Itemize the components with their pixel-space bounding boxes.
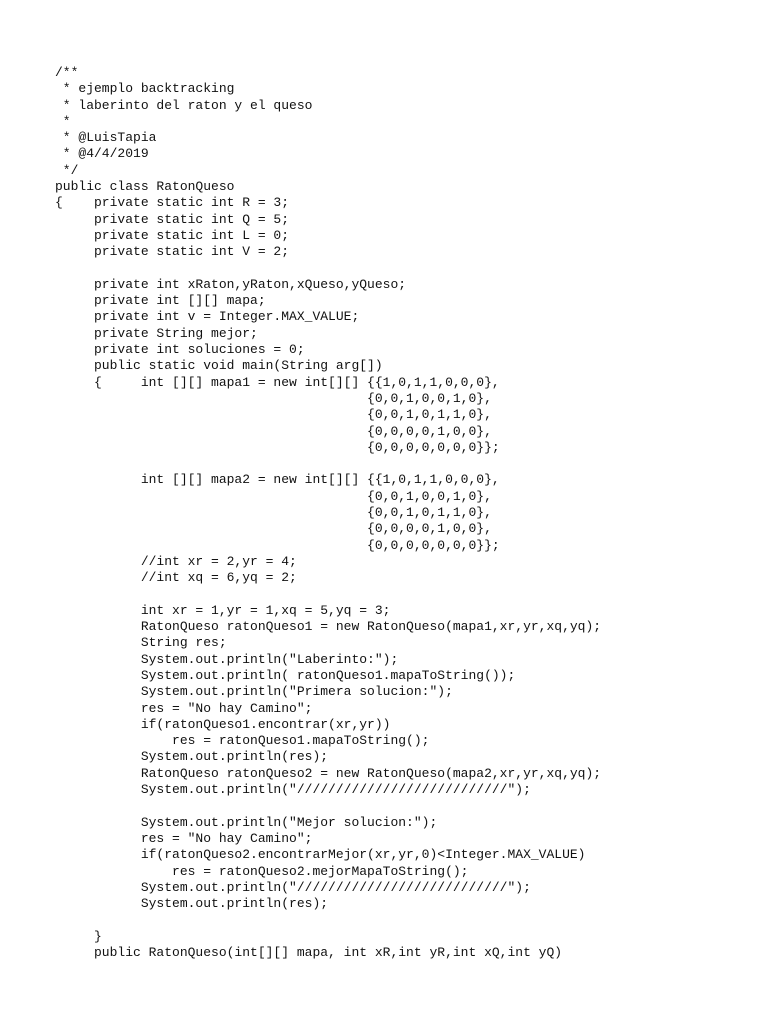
code-line: public RatonQueso(int[][] mapa, int xR,int yR,int xQ,int yQ) (55, 945, 563, 961)
code-line: System.out.println("Laberinto:"); (55, 651, 399, 667)
code-line: private int v = Integer.MAX_VALUE; (55, 309, 360, 325)
code-line: /** (55, 65, 79, 80)
code-line (55, 261, 601, 277)
code-line: String res; (55, 635, 227, 651)
code-line: System.out.println( ratonQueso1.mapaToString()); (55, 667, 516, 683)
code-line: {0,0,0,0,0,0,0}}; (55, 439, 500, 455)
code-line: * @LuisTapia (55, 130, 157, 146)
code-line (55, 912, 601, 928)
code-line: int xr = 1,yr = 1,xq = 5,yq = 3; (55, 602, 391, 618)
code-line: res = ratonQueso2.mejorMapaToString(); (55, 863, 469, 879)
code-line: * laberinto del raton y el queso (55, 97, 313, 113)
code-line: {0,0,1,0,0,1,0}, (55, 390, 492, 406)
code-line: res = "No hay Camino"; (55, 830, 313, 846)
code-line: { private static int R = 3; (55, 195, 290, 211)
code-line: {0,0,1,0,1,1,0}, (55, 505, 492, 521)
code-line: //int xq = 6,yq = 2; (55, 570, 297, 586)
code-line: System.out.println("Mejor solucion:"); (55, 814, 438, 830)
code-line: System.out.println(res); (55, 896, 329, 912)
code-line: System.out.println("///////////////////////////"); (55, 782, 531, 798)
code-line: private int soluciones = 0; (55, 342, 305, 358)
code-line: private static int L = 0; (55, 227, 290, 243)
code-line: System.out.println("///////////////////////////"); (55, 879, 531, 895)
code-line: int [][] mapa2 = new int[][] {{1,0,1,1,0,0,0}, (55, 472, 500, 488)
code-line: System.out.println(res); (55, 749, 329, 765)
code-line: public class RatonQueso (55, 179, 235, 195)
code-line: //int xr = 2,yr = 4; (55, 553, 297, 569)
code-line: private int xRaton,yRaton,xQueso,yQueso; (55, 276, 407, 292)
code-line: RatonQueso ratonQueso2 = new RatonQueso(mapa2,xr,yr,xq,yq); (55, 765, 602, 781)
code-line: {0,0,0,0,1,0,0}, (55, 521, 492, 537)
code-line: {0,0,1,0,0,1,0}, (55, 488, 492, 504)
code-line: if(ratonQueso2.encontrarMejor(xr,yr,0)<Integer.MAX_VALUE) (55, 847, 586, 863)
code-line: private int [][] mapa; (55, 293, 266, 309)
code-listing (55, 65, 601, 961)
code-line: if(ratonQueso1.encontrar(xr,yr)) (55, 716, 391, 732)
code-line: {0,0,1,0,1,1,0}, (55, 407, 492, 423)
code-line: RatonQueso ratonQueso1 = new RatonQueso(mapa1,xr,yr,xq,yq); (55, 619, 602, 635)
code-line: private String mejor; (55, 325, 258, 341)
code-line: * ejemplo backtracking (55, 81, 235, 97)
code-line: {0,0,0,0,0,0,0}}; (55, 537, 500, 553)
code-line: { int [][] mapa1 = new int[][] {{1,0,1,1,0,0,0}, (55, 374, 500, 390)
code-line: * (55, 113, 71, 129)
code-line: private static int V = 2; (55, 244, 290, 260)
code-line: System.out.println("Primera solucion:"); (55, 684, 453, 700)
code-line: } (55, 928, 102, 944)
code-line (55, 798, 601, 814)
code-line (55, 456, 601, 472)
code-line: * @4/4/2019 (55, 146, 149, 162)
code-line: */ (55, 162, 79, 178)
code-line: res = ratonQueso1.mapaToString(); (55, 733, 430, 749)
code-line: {0,0,0,0,1,0,0}, (55, 423, 492, 439)
code-line: res = "No hay Camino"; (55, 700, 313, 716)
code-line (55, 587, 601, 603)
code-line: public static void main(String arg[]) (55, 358, 383, 374)
code-line: private static int Q = 5; (55, 211, 290, 227)
